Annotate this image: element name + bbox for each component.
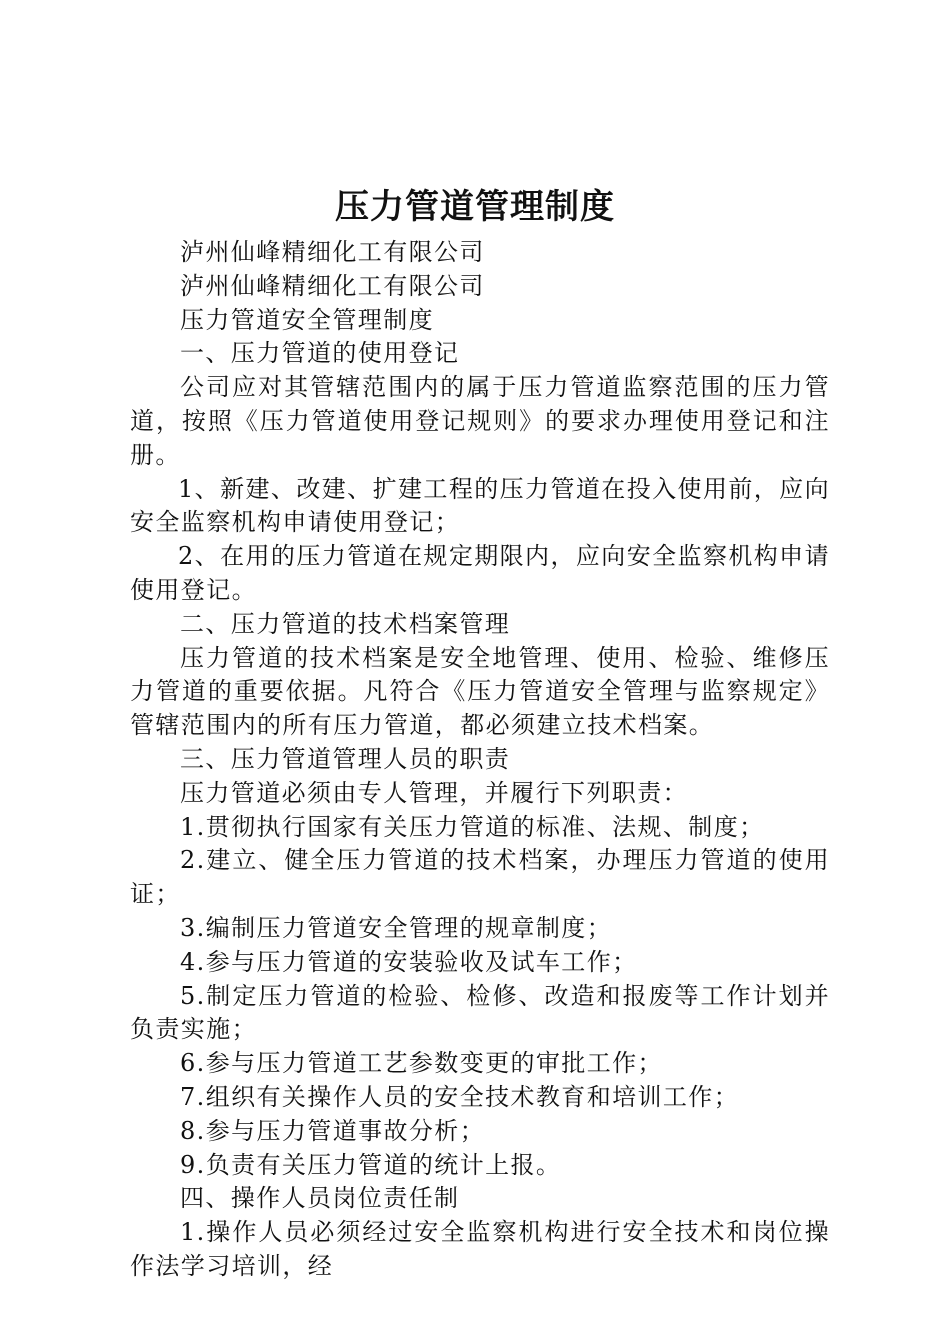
document-body [130, 236, 830, 1284]
body-paragraph: 压力管道的技术档案是安全地管理、使用、检验、维修压力管道的重要依据。凡符合《压力管道安全管理与监察规定》管辖范围内的所有压力管道，都必须建立技术档案。 [130, 643, 830, 740]
company-name-line: 泸州仙峰精细化工有限公司 [180, 238, 485, 266]
section-heading-1: 一、压力管道的使用登记 [180, 339, 460, 368]
list-item: 9.负责有关压力管道的统计上报。 [180, 1150, 562, 1179]
list-item: 4.参与压力管道的安装验收及试车工作； [180, 947, 638, 976]
list-item: 7.组织有关操作人员的安全技术教育和培训工作； [180, 1082, 740, 1111]
list-item: 6.参与压力管道工艺参数变更的审批工作； [180, 1049, 663, 1078]
body-paragraph: 公司应对其管辖范围内的属于压力管道监察范围的压力管道，按照《压力管道使用登记规则》的要求办理使用登记和注册。 [130, 373, 830, 469]
document-title: 压力管道管理制度 [335, 187, 615, 227]
body-paragraph: 压力管道必须由专人管理，并履行下列职责： [180, 778, 688, 807]
company-name-line: 泸州仙峰精细化工有限公司 [180, 271, 485, 300]
regulation-subtitle: 压力管道安全管理制度 [180, 305, 434, 334]
list-item: 2.建立、健全压力管道的技术档案，办理压力管道的使用证； [130, 846, 830, 909]
section-heading-4: 四、操作人员岗位责任制 [180, 1184, 460, 1213]
list-item: 1.贯彻执行国家有关压力管道的标准、法规、制度； [180, 812, 765, 841]
section-heading-2: 二、压力管道的技术档案管理 [180, 609, 511, 638]
list-item: 5.制定压力管道的检验、检修、改造和报废等工作计划并负责实施； [130, 981, 830, 1044]
list-item: 2、在用的压力管道在规定期限内，应向安全监察机构申请使用登记。 [130, 542, 830, 604]
list-item: 1.操作人员必须经过安全监察机构进行安全技术和岗位操作法学习培训，经 [130, 1218, 830, 1280]
list-item: 8.参与压力管道事故分析； [180, 1116, 486, 1145]
list-item: 3.编制压力管道安全管理的规章制度； [180, 913, 613, 942]
list-item: 1、新建、改建、扩建工程的压力管道在投入使用前，应向安全监察机构申请使用登记； [130, 474, 830, 537]
section-heading-3: 三、压力管道管理人员的职责 [180, 744, 511, 773]
